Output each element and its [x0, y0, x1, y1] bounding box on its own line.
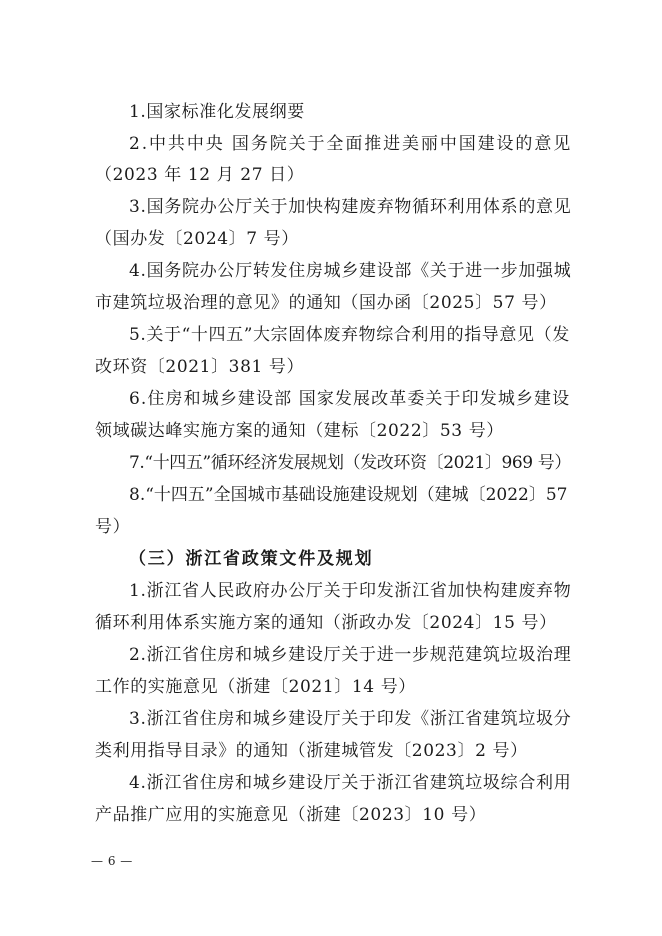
list-item-national-1: 1.国家标准化发展纲要 — [129, 102, 305, 122]
list-item-zhejiang-3-cont: 类利用指导目录》的通知（浙建城管发〔2023〕2 号） — [95, 741, 528, 761]
list-item-national-4-cont: 市建筑垃圾治理的意见》的通知（国办函〔2025〕57 号） — [95, 293, 557, 313]
list-item-national-8: 8.“十四五”全国城市基础设施建设规划（建城〔2022〕57 — [129, 485, 568, 505]
list-item-national-6-cont: 领域碳达峰实施方案的通知（建标〔2022〕53 号） — [95, 421, 504, 441]
list-item-national-4: 4.国务院办公厅转发住房城乡建设部《关于进一步加强城 — [129, 261, 572, 281]
list-item-national-2-cont: （2023 年 12 月 27 日） — [95, 165, 305, 185]
list-item-national-6: 6.住房和城乡建设部 国家发展改革委关于印发城乡建设 — [129, 389, 571, 409]
list-item-zhejiang-1-cont: 循环利用体系实施方案的通知（浙政办发〔2024〕15 号） — [95, 613, 557, 633]
list-item-zhejiang-4: 4.浙江省住房和城乡建设厅关于浙江省建筑垃圾综合利用 — [129, 773, 572, 793]
list-item-zhejiang-2-cont: 工作的实施意见（浙建〔2021〕14 号） — [95, 677, 416, 697]
list-item-zhejiang-2: 2.浙江省住房和城乡建设厅关于进一步规范建筑垃圾治理 — [129, 645, 572, 665]
list-item-national-2: 2.中共中央 国务院关于全面推进美丽中国建设的意见 — [129, 134, 573, 154]
list-item-zhejiang-4-cont: 产品推广应用的实施意见（浙建〔2023〕10 号） — [95, 805, 487, 825]
list-item-national-5-cont: 改环资〔2021〕381 号） — [95, 357, 305, 377]
list-item-national-5: 5.关于“十四五”大宗固体废弃物综合利用的指导意见（发 — [129, 325, 570, 345]
list-item-zhejiang-1: 1.浙江省人民政府办公厅关于印发浙江省加快构建废弃物 — [129, 581, 572, 601]
list-item-zhejiang-3: 3.浙江省住房和城乡建设厅关于印发《浙江省建筑垃圾分 — [129, 709, 572, 729]
list-item-national-3: 3.国务院办公厅关于加快构建废弃物循环利用体系的意见 — [129, 197, 572, 217]
section-heading-zhejiang: （三）浙江省政策文件及规划 — [129, 549, 374, 569]
list-item-national-8-cont: 号） — [95, 517, 131, 537]
list-item-national-7: 7.“十四五”循环经济发展规划（发改环资〔2021〕969 号） — [129, 453, 571, 473]
list-item-national-3-cont: （国办发〔2024〕7 号） — [95, 229, 299, 249]
page-number: — 6 — — [91, 854, 133, 868]
